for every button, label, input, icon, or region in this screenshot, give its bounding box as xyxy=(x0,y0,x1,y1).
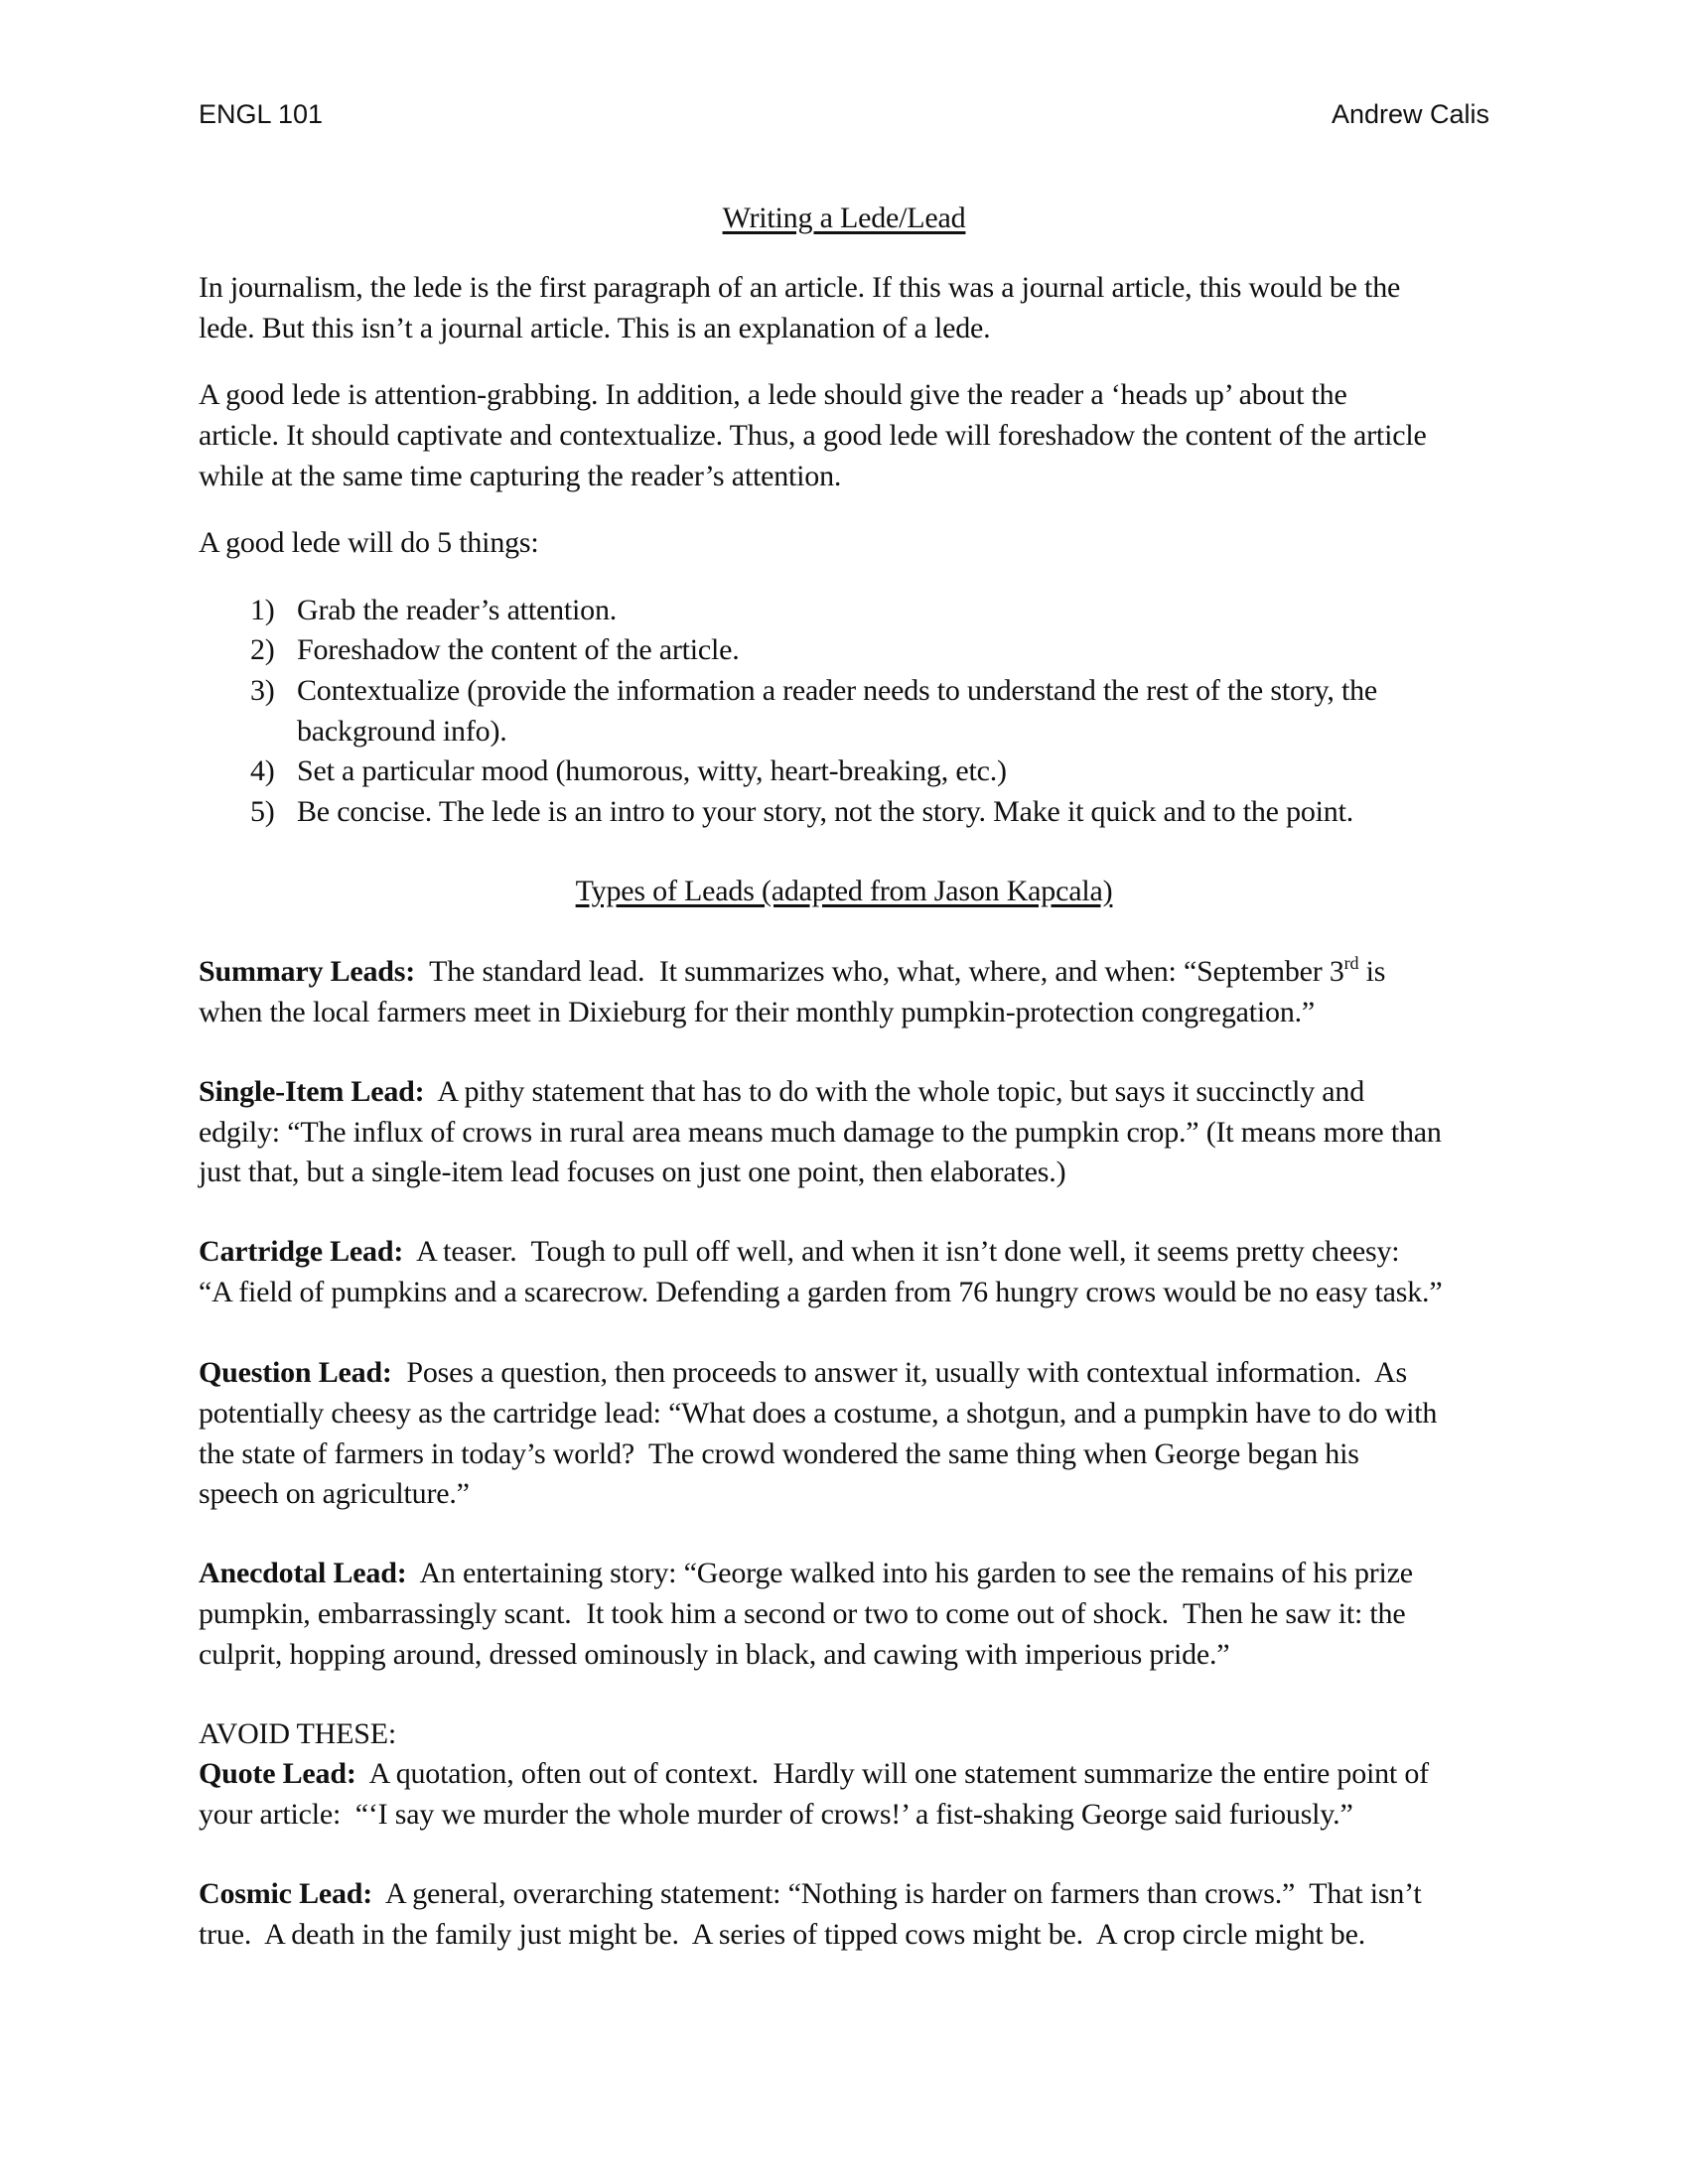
lead-label: Quote Lead: xyxy=(199,1757,356,1790)
lead-line xyxy=(199,1795,1353,1835)
paragraph-line: while at the same time capturing the reader’s attention. xyxy=(199,460,842,492)
lead-text: “A field of pumpkins and a scarecrow. Defending a garden from 76 hungry crows would be no easy task.” xyxy=(199,1276,1443,1308)
list-item-text: Foreshadow the content of the article. xyxy=(297,633,740,666)
lead-label: Anecdotal Lead: xyxy=(199,1557,407,1589)
lead-text: the state of farmers in today’s world? The crowd wondered the same thing when George began his xyxy=(199,1437,1359,1470)
lead-text: The standard lead. It summarizes who, what, where, and when: “September 3 xyxy=(415,955,1344,988)
document-title-text: Writing a Lede/Lead xyxy=(722,202,966,234)
lead-text: is xyxy=(1358,955,1386,988)
lead-line xyxy=(199,1754,1429,1794)
list-number: 5) xyxy=(250,795,275,828)
lead-line xyxy=(199,952,1385,992)
paragraph-line: lede. But this isn’t a journal article. This is an explanation of a lede. xyxy=(199,312,991,344)
lead-text: Poses a question, then proceeds to answer it, usually with contextual information. As xyxy=(391,1356,1407,1389)
lead-label: Question Lead: xyxy=(199,1356,392,1389)
lead-text: culprit, hopping around, dressed ominously in black, and cawing with imperious pride.” xyxy=(199,1638,1230,1671)
list-item-text: Contextualize (provide the information a reader needs to understand the rest of the story, the xyxy=(297,674,1378,707)
paragraph-line: A good lede will do 5 things: xyxy=(199,526,539,559)
author-name: Andrew Calis xyxy=(1331,99,1489,129)
course-label: ENGL 101 xyxy=(199,99,324,129)
list-number: 3) xyxy=(250,674,275,707)
lead-text: your article: “‘I say we murder the whole murder of crows!’ a fist-shaking George said furiously.” xyxy=(199,1798,1353,1831)
types-heading-text: Types of Leads (adapted from Jason Kapcala) xyxy=(575,875,1113,907)
lead-text: when the local farmers meet in Dixieburg for their monthly pumpkin-protection congregation.” xyxy=(199,996,1316,1028)
paragraph-line: In journalism, the lede is the first paragraph of an article. If this was a journal article, this would be the xyxy=(199,271,1401,304)
lead-line xyxy=(199,1153,1065,1192)
list-item-text: Be concise. The lede is an intro to your story, not the story. Make it quick and to the point. xyxy=(297,795,1354,828)
lead-line xyxy=(199,1353,1407,1393)
lead-text: A teaser. Tough to pull off well, and when it isn’t done well, it seems pretty cheesy: xyxy=(403,1235,1400,1268)
lead-text: A quotation, often out of context. Hardly will one statement summarize the entire point of xyxy=(355,1757,1429,1790)
lead-text: potentially cheesy as the cartridge lead: “What does a costume, a shotgun, and a pumpkin have to do with xyxy=(199,1397,1438,1430)
lead-line xyxy=(199,1113,1442,1153)
lead-line xyxy=(199,1394,1437,1433)
lead-line xyxy=(199,1273,1442,1312)
list-item-text: Set a particular mood (humorous, witty, heart-breaking, etc.) xyxy=(297,754,1007,787)
lead-label: Cosmic Lead: xyxy=(199,1877,373,1910)
lead-line xyxy=(199,1874,1422,1914)
types-heading xyxy=(0,872,1688,911)
lead-line xyxy=(199,1635,1229,1675)
lead-text: An entertaining story: “George walked into his garden to see the remains of his prize xyxy=(406,1557,1413,1589)
lead-text: true. A death in the family just might be. A series of tipped cows might be. A crop circle might be. xyxy=(199,1918,1366,1951)
lead-line xyxy=(199,993,1315,1032)
lead-line xyxy=(199,1554,1413,1593)
lead-line xyxy=(199,1232,1399,1272)
lead-line xyxy=(199,1474,470,1514)
lead-label: Cartridge Lead: xyxy=(199,1235,404,1268)
list-number: 4) xyxy=(250,754,275,787)
lead-text: pumpkin, embarrassingly scant. It took him a second or two to come out of shock. Then he saw it: the xyxy=(199,1597,1406,1630)
lead-text: speech on agriculture.” xyxy=(199,1477,470,1510)
list-item-text: Grab the reader’s attention. xyxy=(297,594,618,626)
lead-line xyxy=(199,1072,1364,1112)
paragraph-line: article. It should captivate and contextualize. Thus, a good lede will foreshadow the content of the article xyxy=(199,419,1427,452)
lead-line xyxy=(199,1434,1359,1474)
lead-text: just that, but a single-item lead focuses on just one point, then elaborates.) xyxy=(199,1156,1066,1188)
list-number: 2) xyxy=(250,633,275,666)
paragraph-line: A good lede is attention-grabbing. In addition, a lede should give the reader a ‘heads up’ about the xyxy=(199,378,1347,411)
lead-line xyxy=(199,1915,1365,1955)
superscript: rd xyxy=(1343,953,1359,973)
lead-label: Single-Item Lead: xyxy=(199,1075,425,1108)
document-title xyxy=(0,199,1688,238)
avoid-heading: AVOID THESE: xyxy=(199,1717,397,1750)
lead-label: Summary Leads: xyxy=(199,955,416,988)
list-item-text: background info). xyxy=(297,715,507,748)
lead-line xyxy=(199,1594,1405,1634)
lead-text: A pithy statement that has to do with the whole topic, but says it succinctly and xyxy=(424,1075,1365,1108)
lead-text: edgily: “The influx of crows in rural area means much damage to the pumpkin crop.” (It means more than xyxy=(199,1116,1442,1149)
lead-text: A general, overarching statement: “Nothing is harder on farmers than crows.” That isn’t xyxy=(372,1877,1422,1910)
list-number: 1) xyxy=(250,594,275,626)
